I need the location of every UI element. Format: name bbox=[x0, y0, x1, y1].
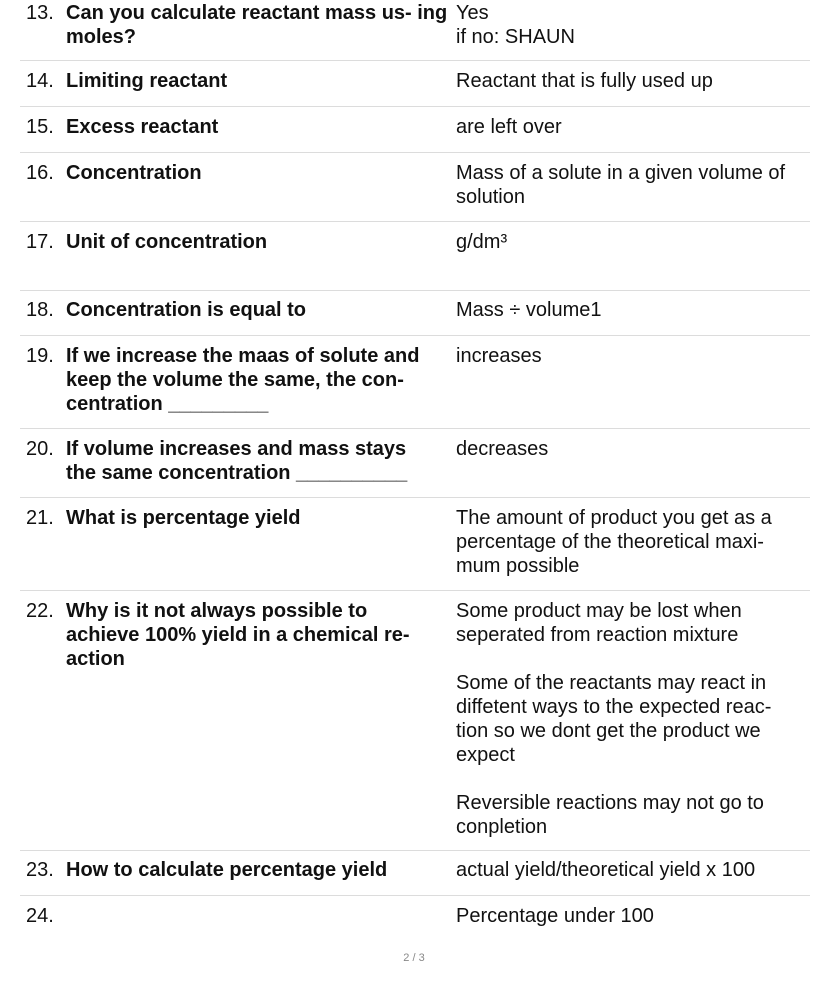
answer-text: Mass ÷ volume1 bbox=[456, 299, 602, 321]
question-text: Excess reactant bbox=[66, 116, 219, 138]
table-row bbox=[20, 291, 810, 336]
question-number: 19. bbox=[26, 345, 54, 367]
question-cell bbox=[26, 69, 450, 93]
question-number: 22. bbox=[26, 600, 54, 622]
answer-text: Reversible reactions may not go to conpletion bbox=[456, 792, 764, 838]
table-row bbox=[20, 851, 810, 896]
question-text: Concentration bbox=[66, 162, 202, 184]
question-number: 23. bbox=[26, 859, 54, 881]
answer-text: Mass of a solute in a given volume of solution bbox=[456, 162, 786, 208]
answer-cell bbox=[456, 904, 800, 928]
question-number: 24. bbox=[26, 905, 54, 927]
answer-text: Some of the reactants may react in diffetent ways to the expected reac- tion so we dont get the product we expect bbox=[456, 672, 772, 766]
question-cell bbox=[26, 230, 450, 254]
question-text: Limiting reactant bbox=[66, 70, 228, 92]
answer-cell bbox=[456, 230, 800, 254]
table-row bbox=[20, 153, 810, 222]
question-text: If volume increases and mass stays the same concentration __________ bbox=[66, 438, 408, 484]
question-text: How to calculate percentage yield bbox=[66, 859, 388, 881]
question-number: 14. bbox=[26, 70, 54, 92]
answer-cell bbox=[456, 298, 800, 322]
question-cell bbox=[26, 858, 450, 882]
page-number: 2 / 3 bbox=[403, 952, 425, 964]
question-text: Concentration is equal to bbox=[66, 299, 307, 321]
answer-text: The amount of product you get as a percentage of the theoretical maxi- mum possible bbox=[456, 507, 772, 577]
answer-text: increases bbox=[456, 345, 542, 367]
answer-text: if no: SHAUN bbox=[456, 26, 575, 48]
question-text: Why is it not always possible to achieve 100% yield in a chemical re- action bbox=[66, 600, 410, 670]
table-row bbox=[20, 0, 810, 61]
answer-cell bbox=[456, 506, 800, 578]
answer-cell bbox=[456, 344, 800, 368]
table-row bbox=[20, 591, 810, 851]
table-row bbox=[20, 498, 810, 591]
question-cell bbox=[26, 115, 450, 139]
question-text: If we increase the maas of solute and keep the volume the same, the con- centration _________ bbox=[66, 345, 420, 415]
question-number: 20. bbox=[26, 438, 54, 460]
question-cell bbox=[26, 437, 450, 485]
question-text: Can you calculate reactant mass us- ing moles? bbox=[66, 2, 448, 48]
table-row bbox=[20, 61, 810, 107]
answer-cell bbox=[456, 599, 800, 839]
answer-cell bbox=[456, 161, 800, 209]
answer-text: Yes bbox=[456, 2, 489, 24]
question-number: 15. bbox=[26, 116, 54, 138]
answer-text: Some product may be lost when seperated from reaction mixture bbox=[456, 600, 742, 646]
answer-text: g/dm³ bbox=[456, 231, 508, 253]
answer-text: Percentage under 100 bbox=[456, 905, 654, 927]
answer-cell bbox=[456, 437, 800, 461]
question-cell bbox=[26, 599, 450, 671]
answer-text: actual yield/theoretical yield x 100 bbox=[456, 859, 756, 881]
answer-cell bbox=[456, 858, 800, 882]
question-cell bbox=[26, 298, 450, 322]
answer-text: are left over bbox=[456, 116, 562, 138]
question-text: What is percentage yield bbox=[66, 507, 301, 529]
table-row bbox=[20, 107, 810, 153]
answer-text: decreases bbox=[456, 438, 549, 460]
question-number: 18. bbox=[26, 299, 54, 321]
question-number: 13. bbox=[26, 2, 54, 24]
answer-cell bbox=[456, 1, 800, 49]
answer-text: Reactant that is fully used up bbox=[456, 70, 713, 92]
answer-cell bbox=[456, 69, 800, 93]
question-cell bbox=[26, 1, 450, 49]
answer-cell bbox=[456, 115, 800, 139]
question-number: 17. bbox=[26, 231, 54, 253]
table-row bbox=[20, 429, 810, 498]
question-text: Unit of concentration bbox=[66, 231, 268, 253]
qa-table bbox=[20, 0, 810, 942]
question-cell bbox=[26, 344, 450, 416]
question-number: 21. bbox=[26, 507, 54, 529]
table-row bbox=[20, 222, 810, 291]
table-row bbox=[20, 896, 810, 942]
question-cell bbox=[26, 161, 450, 185]
question-cell bbox=[26, 506, 450, 530]
question-number: 16. bbox=[26, 162, 54, 184]
table-row bbox=[20, 336, 810, 429]
